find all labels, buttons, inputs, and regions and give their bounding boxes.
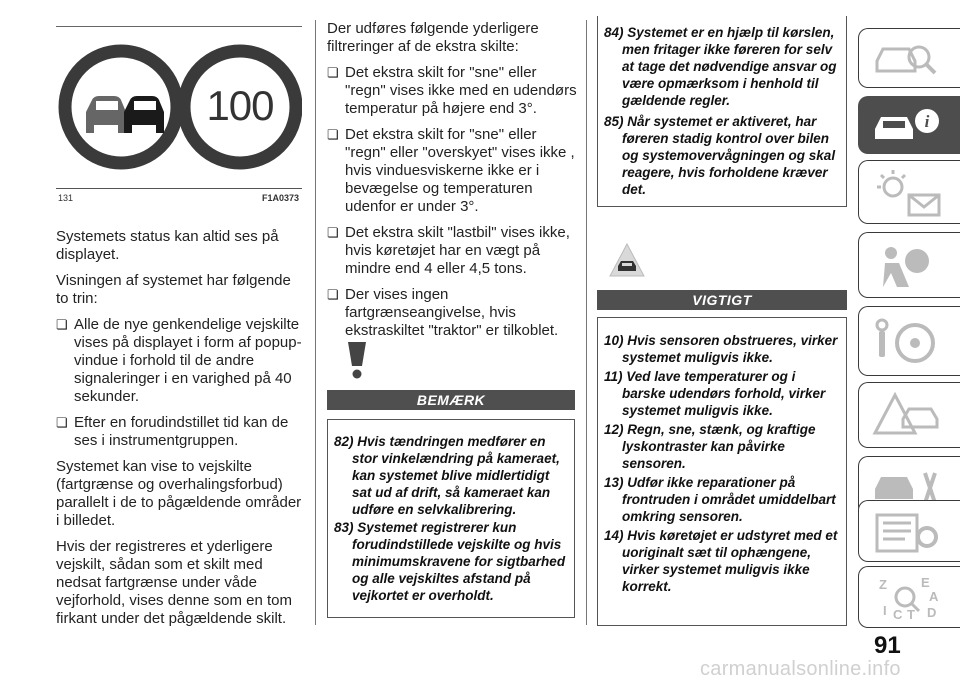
figure-top-rule — [56, 26, 302, 27]
column-2 — [327, 20, 579, 340]
svg-text:I: I — [883, 603, 887, 618]
warning-triangle-car-icon — [608, 242, 646, 280]
svg-text:A: A — [929, 589, 939, 604]
warning-item: 12) Regn, sne, stænk, og kraftige lyskontraster kan påvirke sensoren. — [604, 422, 816, 471]
svg-text:Z: Z — [879, 577, 887, 592]
tab-car-magnifier[interactable] — [858, 28, 960, 88]
tab-warning-triangle-car[interactable] — [858, 382, 960, 448]
svg-text:i: i — [924, 112, 930, 131]
bullet-item: ❏ Det ekstra skilt for "sne" eller "regn" eller "overskyet" vises ikke , hvis vinduesviskerne ikke er i bevægelse og temperaturen udenfor er under 3°. — [327, 126, 579, 216]
paragraph: Visningen af systemet har følgende to trin: — [56, 272, 291, 307]
lights-message-icon — [869, 167, 949, 219]
paragraph: Systemet kan vise to vejskilte (fartgrænse og overhalingsforbud) parallelt i de to pågældende områder i billedet. — [56, 458, 302, 529]
svg-text:C: C — [893, 607, 903, 622]
column-divider — [315, 20, 316, 625]
car-info-icon — [869, 103, 949, 149]
note-box — [327, 419, 575, 618]
bullet-item: ❏ Efter en forudindstillet tid kan de ses i instrumentgruppen. — [56, 414, 306, 450]
exclamation-icon — [340, 336, 374, 380]
airbag-person-icon — [869, 239, 949, 293]
bullet-item: ❏ Det ekstra skilt "lastbil" vises ikke, hvis køretøjet har en vægt på mindre end 4 eller 4,5 tons. — [327, 224, 579, 278]
note-banner: BEMÆRK — [327, 390, 575, 410]
note-box — [597, 16, 847, 207]
warning-item: 10) Hvis sensoren obstrueres, virker systemet muligvis ikke. — [604, 333, 838, 365]
warning-item: 11) Ved lave temperaturer og i barske udendørs forhold, virker systemet muligvis ikke. — [604, 369, 826, 418]
page-number: 91 — [874, 632, 901, 659]
bullet-item: ❏ Alle de nye genkendelige vejskilte vises på displayet i form af popup-vindue i forhold til de andre signaleringer i en varighed på 40 sekunder. — [56, 316, 306, 406]
figure-code: F1A0373 — [262, 193, 300, 203]
column-1 — [56, 228, 306, 628]
figure-caption-rule — [56, 188, 302, 189]
figure-number: 131 — [58, 193, 74, 203]
paragraph: Der udføres følgende yderligere filtreringer af de ekstra skilte: — [327, 20, 539, 55]
svg-text:D: D — [927, 605, 937, 620]
watermark: carmanualsonline.info — [700, 658, 901, 680]
warning-banner: VIGTIGT — [597, 290, 847, 310]
paragraph: Hvis der registreres et yderligere vejskilt, sådan som et skilt med nedsat fartgrænse under våde vejforhold, vises denne som en tom firkant under det pågældende skilt. — [56, 538, 292, 627]
warning-triangle-car-icon — [869, 389, 949, 443]
warning-item: 13) Udfør ikke reparationer på frontruden i området umiddelbart omkring sensoren. — [604, 475, 836, 524]
steering-wheel-key-icon — [869, 313, 949, 371]
note-item: 84) Systemet er en hjælp til kørslen, men fritager ikke føreren for selv at tage det nødvendige ansvar og være opmærksom i henhold til gældende regler. — [604, 25, 837, 108]
warning-box — [597, 317, 847, 626]
alphabet-index-icon — [869, 573, 949, 623]
bullet-item: ❏ Det ekstra skilt for "sne" eller "regn" vises ikke med en udendørs temperatur på højere end 3°. — [327, 64, 579, 118]
tab-alphabet-index[interactable] — [858, 566, 960, 628]
bullet-item: ❏ Der vises ingen fartgrænseangivelse, hvis ekstraskiltet "traktor" er tilkoblet. — [327, 286, 579, 340]
speed-limit-value: 100 — [206, 82, 274, 129]
note-item: 82) Hvis tændringen medfører en stor vinkelændring på kameraet, kan systemet blive midlertidigt sat ud af drift, så kameraet kan udføre en selvkalibrering. — [334, 434, 560, 517]
note-item: 83) Systemet registrerer kun forudindstillede vejskilte og hvis minimumskravene for sigtbarhed og alle vejskiltes afstand på vejkortet er overholdt. — [334, 520, 566, 603]
tab-steering-wheel-key[interactable] — [858, 306, 960, 376]
tab-lights-message[interactable] — [858, 160, 960, 224]
tab-car-info[interactable] — [858, 96, 960, 154]
tab-airbag-person[interactable] — [858, 232, 960, 298]
warning-item: 14) Hvis køretøjet er udstyret med et uoriginalt sæt til ophængene, virker systemet muligvis ikke korrekt. — [604, 528, 838, 594]
svg-text:T: T — [907, 607, 915, 622]
car-magnifier-icon — [869, 35, 949, 83]
paragraph: Systemets status kan altid ses på displayet. — [56, 228, 279, 263]
tab-specifications-list[interactable] — [858, 500, 960, 562]
note-item: 85) Når systemet er aktiveret, har føreren stadig kontrol over bilen og systemovervågningen og skal reagere, hvis forholdene kræver det. — [604, 114, 836, 197]
specifications-list-icon — [869, 507, 949, 557]
figure — [56, 30, 302, 188]
column-divider — [586, 20, 587, 625]
svg-text:E: E — [921, 575, 930, 590]
